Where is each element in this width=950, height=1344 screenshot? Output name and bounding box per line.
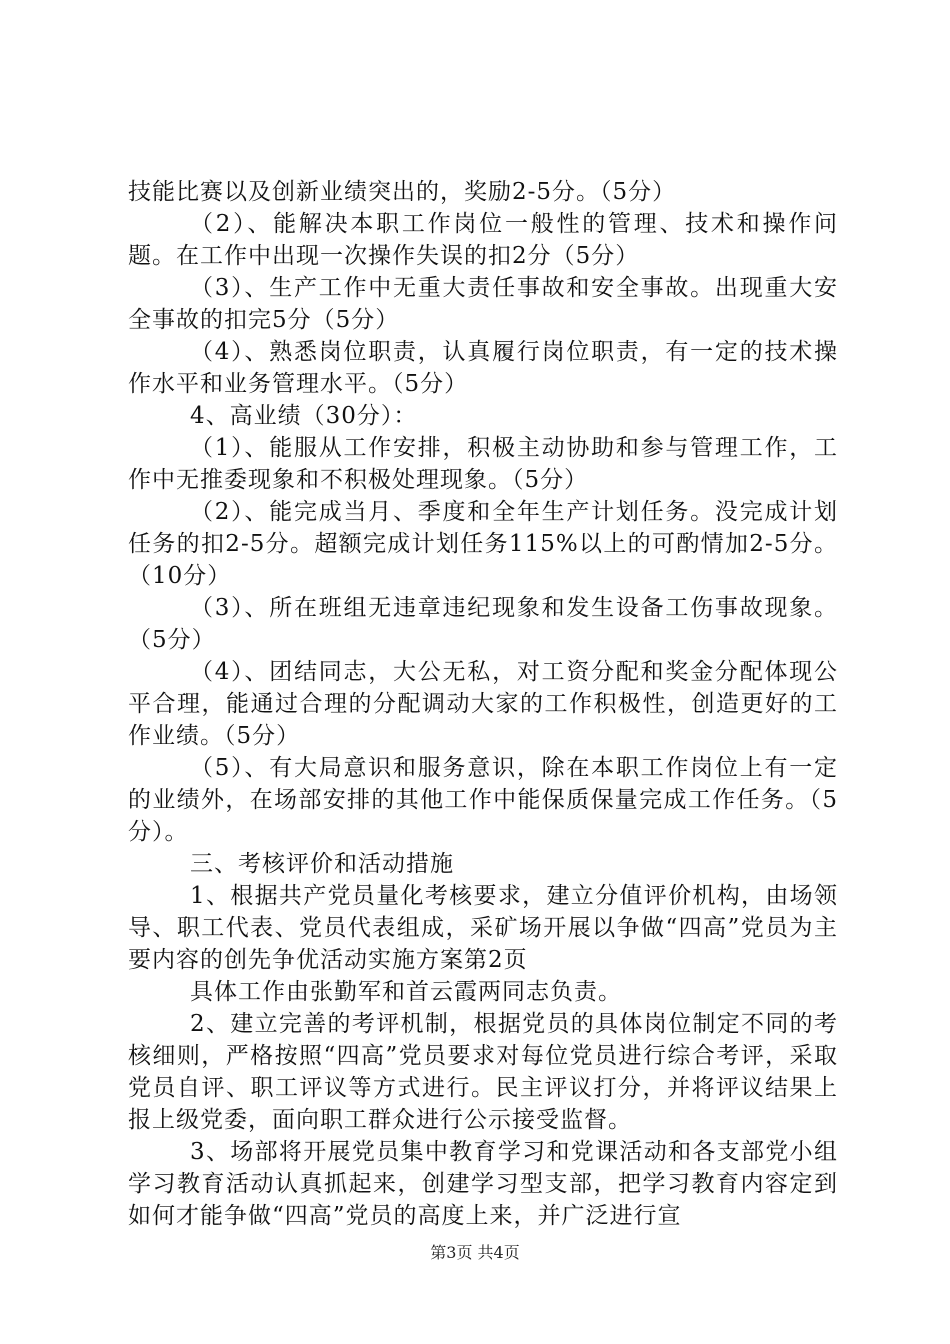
page-number: 第3页 共4页: [430, 1243, 520, 1262]
document-body: [128, 176, 838, 1232]
paragraph: （2）、能完成当月、季度和全年生产计划任务。没完成计划任务的扣2-5分。超额完成计划任务115%以上的可酌情加2-5分。（10分）: [128, 499, 838, 589]
paragraph: 具体工作由张勤军和首云霞两同志负责。: [190, 979, 622, 1005]
paragraph: （4）、熟悉岗位职责，认真履行岗位职责，有一定的技术操作水平和业务管理水平。（5分）: [128, 339, 838, 397]
page-footer: [0, 1243, 950, 1263]
paragraph: 3、场部将开展党员集中教育学习和党课活动和各支部党小组学习教育活动认真抓起来，创建学习型支部，把学习教育内容定到如何才能争做“四高”党员的高度上来，并广泛进行宣: [128, 1139, 838, 1229]
paragraph: （5）、有大局意识和服务意识，除在本职工作岗位上有一定的业绩外，在场部安排的其他工作中能保质保量完成工作任务。（5分）。: [128, 755, 838, 845]
section-heading: 4、高业绩（30分）：: [190, 403, 418, 429]
paragraph: 1、根据共产党员量化考核要求，建立分值评价机构，由场领导、职工代表、党员代表组成，采矿场开展以争做“四高”党员为主要内容的创先争优活动实施方案第2页: [128, 883, 838, 973]
paragraph: （2）、能解决本职工作岗位一般性的管理、技术和操作问题。在工作中出现一次操作失误的扣2分（5分）: [128, 211, 838, 269]
paragraph: （4）、团结同志，大公无私，对工资分配和奖金分配体现公平合理，能通过合理的分配调动大家的工作积极性，创造更好的工作业绩。（5分）: [128, 659, 838, 749]
section-heading: 三、考核评价和活动措施: [190, 851, 454, 877]
paragraph: （3）、生产工作中无重大责任事故和安全事故。出现重大安全事故的扣完5分（5分）: [128, 275, 838, 333]
paragraph: （1）、能服从工作安排，积极主动协助和参与管理工作，工作中无推委现象和不积极处理现象。（5分）: [128, 435, 838, 493]
paragraph: 技能比赛以及创新业绩突出的，奖励2-5分。（5分）: [128, 179, 677, 205]
paragraph: （3）、所在班组无违章违纪现象和发生设备工伤事故现象。（5分）: [128, 595, 838, 653]
paragraph: 2、建立完善的考评机制，根据党员的具体岗位制定不同的考核细则，严格按照“四高”党员要求对每位党员进行综合考评，采取党员自评、职工评议等方式进行。民主评议打分，并将评议结果上报上级党委，面向职工群众进行公示接受监督。: [128, 1011, 838, 1133]
